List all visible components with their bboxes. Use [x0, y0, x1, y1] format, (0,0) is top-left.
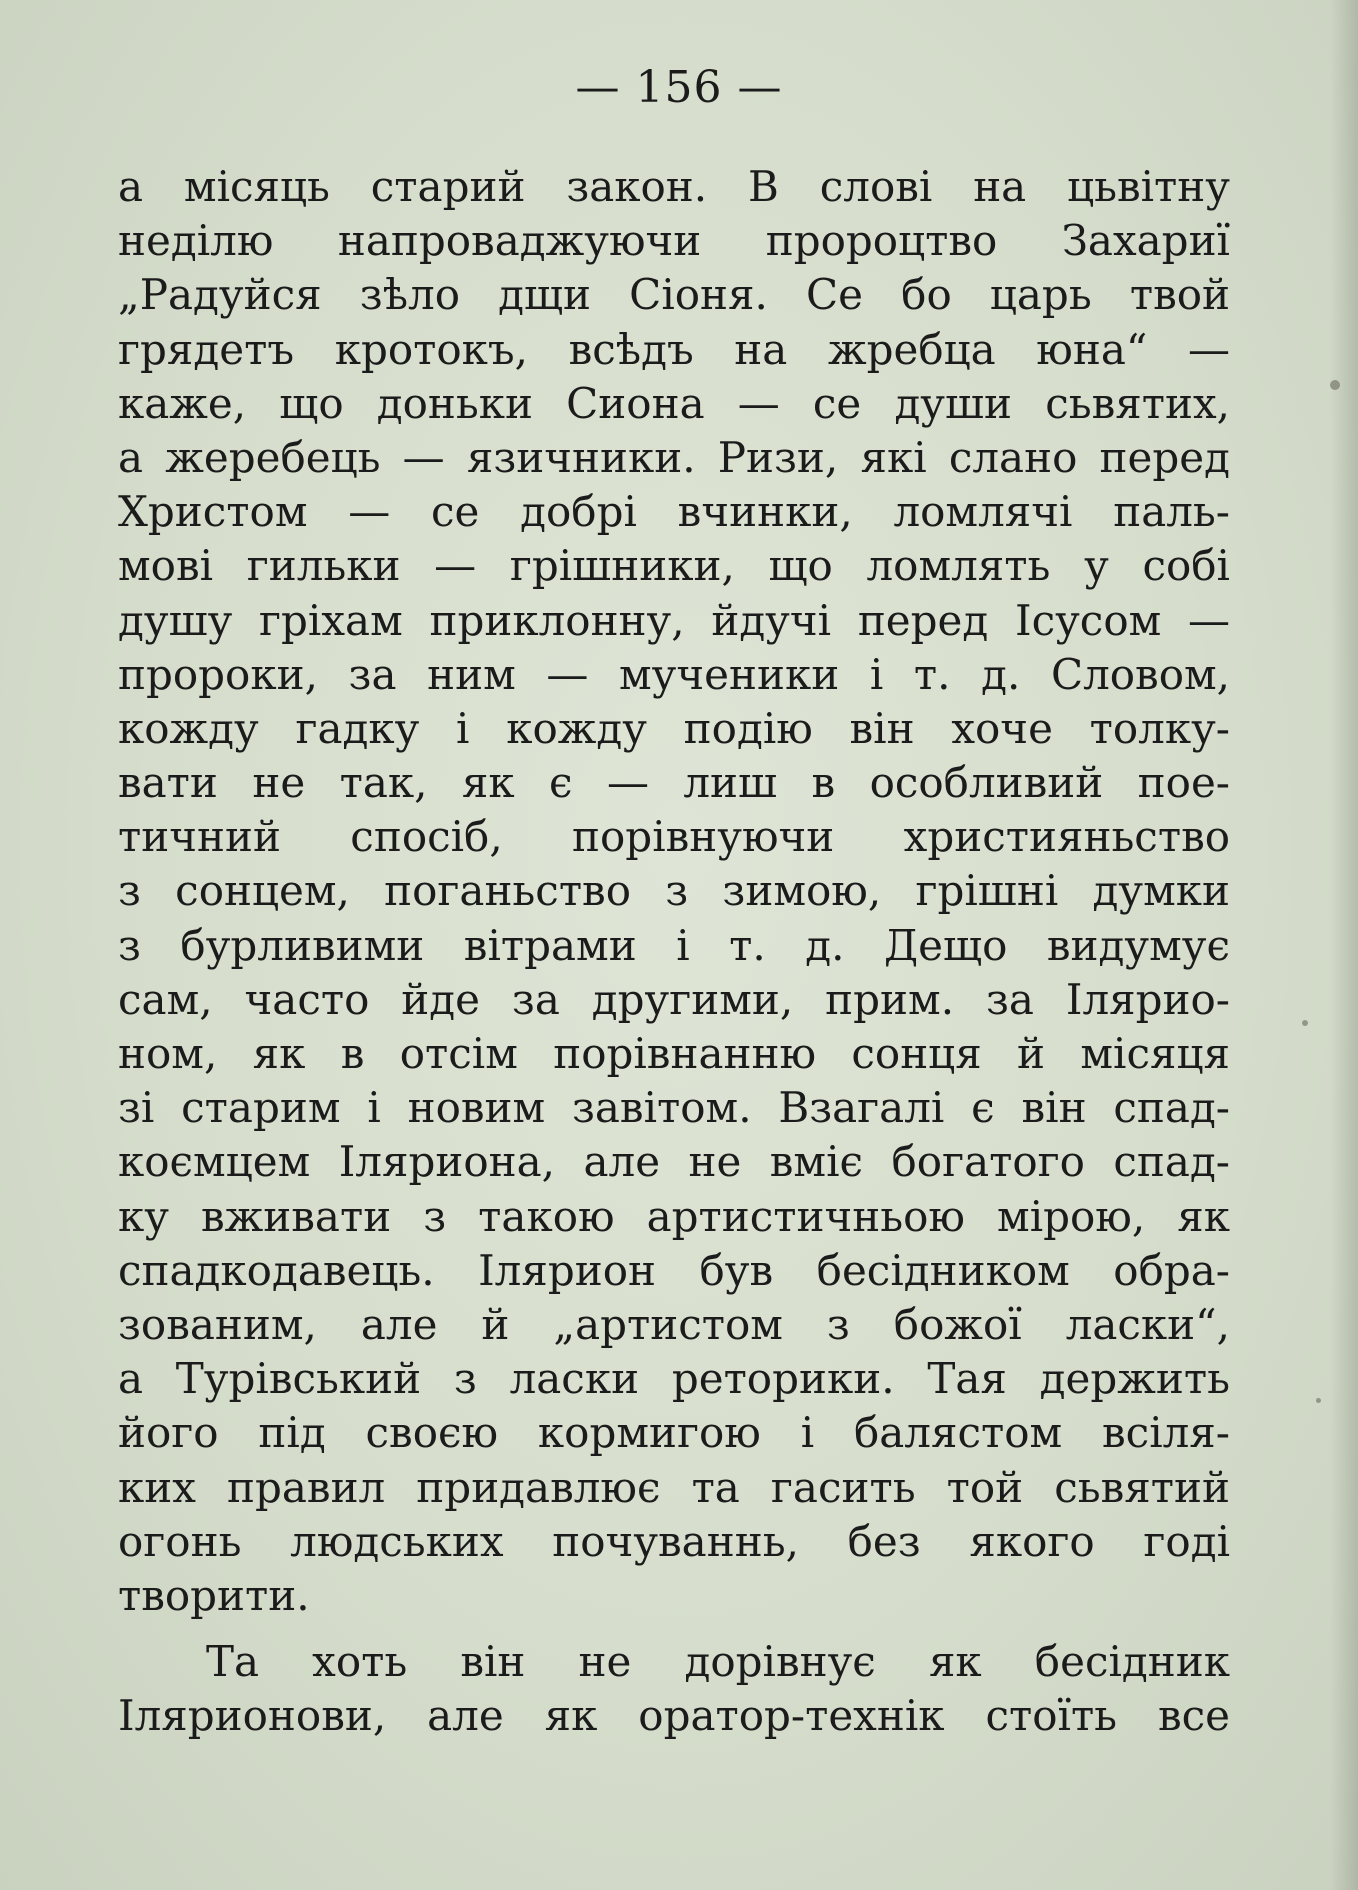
- text-line: ких правил придавлює та гасить той сьвятий: [118, 1462, 1230, 1512]
- text-line: огонь людських почуваннь, без якого годі: [118, 1516, 1230, 1566]
- text-line: коємцем Іляриoна, але не вміє богатого спад-: [118, 1137, 1230, 1187]
- text-line: з сонцем, поганьство з зимою, грішні думки: [118, 866, 1230, 916]
- text-line: а місяць старий закон. В слові на цьвітну: [118, 162, 1230, 211]
- text-line: тичний спосіб, порівнуючи християньство: [118, 812, 1230, 862]
- text-line: пророки, за ним — мученики і т. д. Словом,: [118, 649, 1230, 699]
- text-line: душу гріхам приклонну, йдучі перед Ісусом —: [118, 595, 1230, 645]
- text-line: Христом — се добрі вчинки, ломлячі паль-: [118, 487, 1230, 537]
- page-number: — 156 —: [575, 62, 783, 113]
- text-line: його під своєю кормигою і балястом всіля-: [118, 1408, 1230, 1458]
- paper-speck: [1330, 380, 1340, 390]
- paper-speck: [1302, 1020, 1308, 1026]
- text-line: а Турівський з ласки реторики. Тая держить: [118, 1354, 1230, 1404]
- text-line: з бурливими вітрами і т. д. Дещо видумує: [118, 920, 1230, 970]
- text-line: Іляриoнови, але як оратор-технік стоїть все: [118, 1691, 1230, 1741]
- text-line: Та хоть він не дорівнує як бесідник: [206, 1637, 1230, 1687]
- paragraph-gap: [118, 1623, 1230, 1635]
- text-line: кожду гадку і кожду подію він хоче толку-: [118, 703, 1230, 753]
- page-edge-shadow: [1330, 0, 1358, 1890]
- paper-speck: [1316, 1398, 1321, 1403]
- text-line: „Радуйся зѣло дщи Сіоня. Се бо царь твой: [118, 270, 1230, 320]
- text-line: каже, що доньки Сиона — се души сьвятих,: [118, 378, 1230, 428]
- text-line: зі старим і новим завітом. Взагалі є він спад-: [118, 1083, 1230, 1133]
- text-line: мові гильки — грішники, що ломлять у собі: [118, 541, 1230, 591]
- text-line: а жеребець — язичники. Ризи, які слано перед: [118, 432, 1230, 482]
- text-line: неділю напроваджуючи пророцтво Захариї: [118, 216, 1230, 266]
- paragraph: [118, 1635, 1230, 1743]
- text-line: сам, часто йде за другими, прим. за Іляриo-: [118, 974, 1230, 1024]
- text-line: грядетъ кротокъ, всѣдъ на жребца юна“ —: [118, 324, 1230, 374]
- body-text: [118, 160, 1230, 1743]
- text-line: ку вживати з такою артистичньою мірою, як: [118, 1191, 1230, 1241]
- text-line: вати не так, як є — лиш в особливий пое-: [118, 758, 1230, 808]
- text-line: зованим, але й „артистом з божої ласки“,: [118, 1299, 1230, 1349]
- paragraph: [118, 160, 1230, 1623]
- text-line: творити.: [118, 1570, 310, 1620]
- text-line: ном, як в отсім порівнанню сонця й місяця: [118, 1029, 1230, 1078]
- text-line: спадкодавець. Іляриoн був бесідником обра-: [118, 1245, 1230, 1295]
